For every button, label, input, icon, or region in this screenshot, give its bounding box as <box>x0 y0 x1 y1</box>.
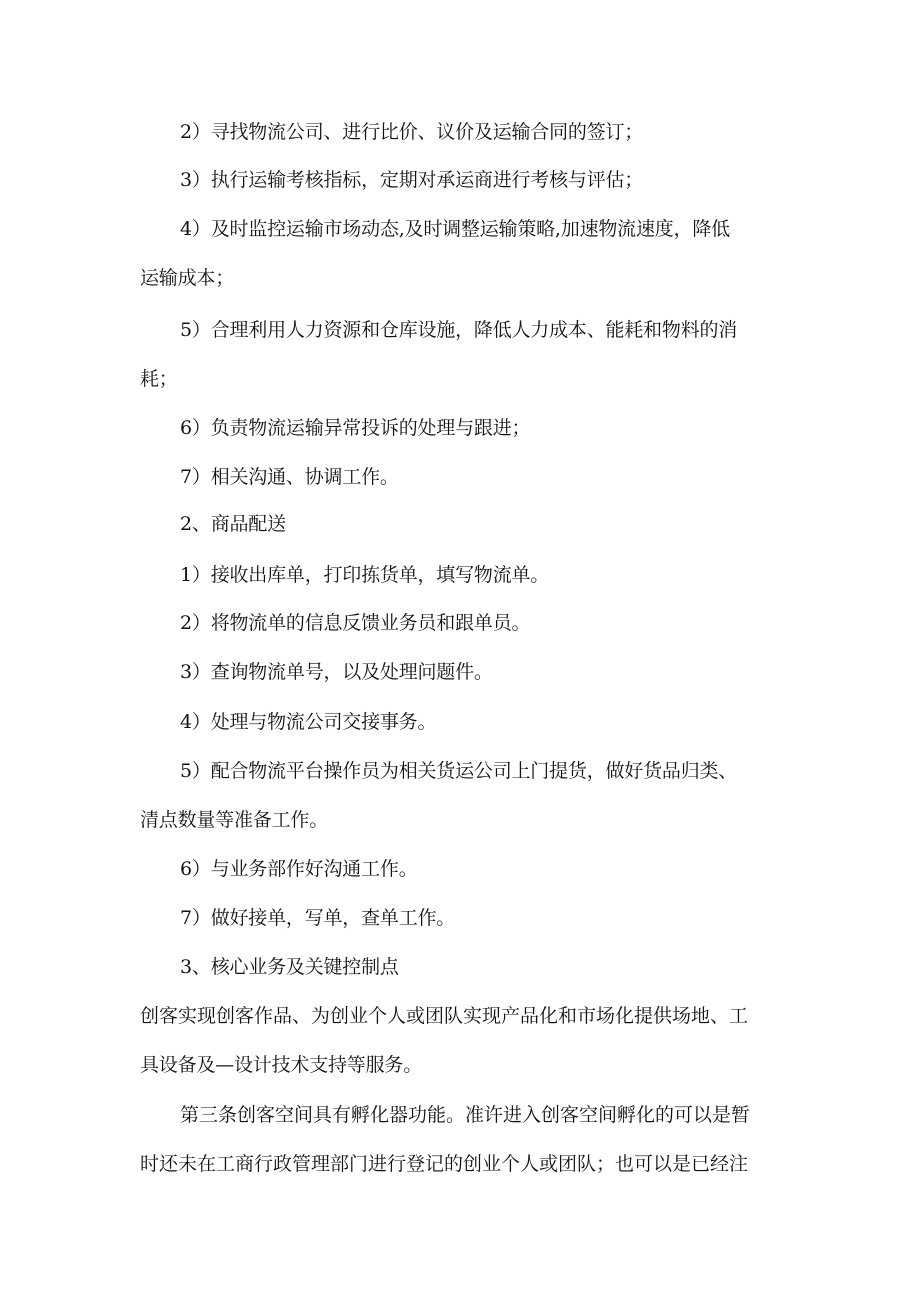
paragraph-line: 7）相关沟通、协调工作。 <box>180 466 399 488</box>
section-heading: 3、核心业务及关键控制点 <box>180 956 399 978</box>
paragraph-line: 7）做好接单，写单，查单工作。 <box>180 907 456 929</box>
paragraph-line: 3）执行运输考核指标，定期对承运商进行考核与评估； <box>180 169 644 191</box>
paragraph-line: 4）处理与物流公司交接事务。 <box>180 711 437 733</box>
paragraph-line: 具设备及—设计技术支持等服务。 <box>140 1054 423 1076</box>
paragraph-line: 6）与业务部作好沟通工作。 <box>180 858 418 880</box>
paragraph-line: 第三条创客空间具有孵化器功能。准许进入创客空间孵化的可以是暂 <box>180 1104 751 1126</box>
paragraph-line: 6）负责物流运输异常投诉的处理与跟进； <box>180 417 531 439</box>
paragraph-line: 耗； <box>140 368 178 390</box>
paragraph-line: 5）合理利用人力资源和仓库设施，降低人力成本、能耗和物料的消 <box>180 319 738 341</box>
paragraph-line: 2）寻找物流公司、进行比价、议价及运输合同的签订； <box>180 121 644 143</box>
paragraph-line: 时还未在工商行政管理部门进行登记的创业个人或团队；也可以是已经注 <box>140 1153 749 1175</box>
paragraph-line: 创客实现创客作品、为创业个人或团队实现产品化和市场化提供场地、工 <box>140 1005 749 1027</box>
paragraph-line: 2）将物流单的信息反馈业务员和跟单员。 <box>180 612 531 634</box>
paragraph-line: 5）配合物流平台操作员为相关货运公司上门提货，做好货品归类、 <box>180 760 738 782</box>
section-heading: 2、商品配送 <box>180 513 286 535</box>
paragraph-line: 运输成本； <box>140 267 235 289</box>
paragraph-line: 3）查询物流单号，以及处理问题件。 <box>180 661 493 683</box>
paragraph-line: 清点数量等准备工作。 <box>140 809 329 831</box>
paragraph-line: 1）接收出库单，打印拣货单，填写物流单。 <box>180 564 550 586</box>
paragraph-line: 4）及时监控运输市场动态,及时调整运输策略,加速物流速度，降低 <box>180 218 730 240</box>
